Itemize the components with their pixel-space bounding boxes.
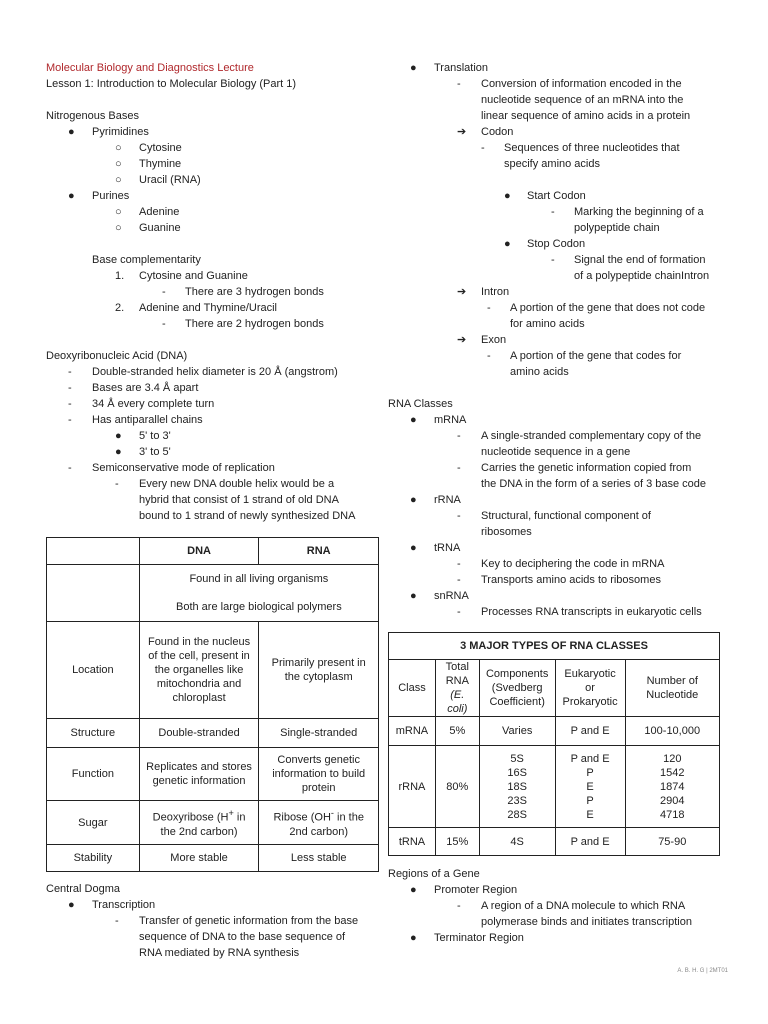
promoter-note: polymerase binds and initiates transcription <box>481 916 692 928</box>
bullet-icon: ● <box>410 542 417 554</box>
table-cell: 80% <box>435 746 479 828</box>
codon-note: specify amino acids <box>504 158 600 170</box>
list-number: 1. <box>115 270 125 282</box>
dna-point: 34 Å every complete turn <box>92 398 215 410</box>
dash-icon: - <box>457 606 461 618</box>
dna-heading: Deoxyribonucleic Acid (DNA) <box>46 350 188 362</box>
intron-note: A portion of the gene that does not code <box>510 302 706 314</box>
central-dogma-heading: Central Dogma <box>46 883 120 895</box>
table-row <box>389 660 720 717</box>
mrna-note: Carries the genetic information copied from <box>481 462 692 474</box>
table-row <box>47 719 379 748</box>
bullet-icon: ● <box>410 590 417 602</box>
dna-point: Bases are 3.4 Å apart <box>92 382 199 394</box>
common-cell: Found in all living organisms Both are large biological polymers <box>139 565 378 622</box>
dash-icon: - <box>68 366 72 378</box>
table-row <box>47 538 379 565</box>
dna-rna-comparison-table <box>46 537 379 872</box>
regions-heading: Regions of a Gene <box>388 868 480 880</box>
dash-icon: - <box>487 350 491 362</box>
dash-icon: - <box>115 478 119 490</box>
start-codon-note: Marking the beginning of a <box>574 206 704 218</box>
circle-bullet-icon: ○ <box>115 206 122 218</box>
dash-icon: - <box>68 414 72 426</box>
dash-icon: - <box>551 206 555 218</box>
mrna-note: the DNA in the form of a series of 3 base code <box>481 478 707 490</box>
dash-icon: - <box>457 510 461 522</box>
transcription-note: sequence of DNA to the base sequence of <box>139 931 346 943</box>
table-row <box>47 565 379 622</box>
replication-note: hybrid that consist of 1 strand of old DNA <box>139 494 339 506</box>
dna-point: Semiconservative mode of replication <box>92 462 275 474</box>
arrow-icon: ➔ <box>457 286 467 298</box>
cytosine-item: Cytosine <box>139 142 182 154</box>
bullet-icon: ● <box>410 932 417 944</box>
transcription-note: RNA mediated by RNA synthesis <box>139 947 300 959</box>
dash-icon: - <box>457 558 461 570</box>
pair1-item: Cytosine and Guanine <box>139 270 248 282</box>
rrna-note: Structural, functional component of <box>481 510 651 522</box>
table-cell: 5% <box>435 717 479 746</box>
bullet-icon: ● <box>410 884 417 896</box>
left-column <box>46 60 381 524</box>
bullet-icon: ● <box>68 899 75 911</box>
pyrimidines-item: Pyrimidines <box>92 126 149 138</box>
dash-icon: - <box>457 574 461 586</box>
table-cell: 15% <box>435 828 479 856</box>
replication-note: Every new DNA double helix would be a <box>139 478 335 490</box>
table-cell: P and E P E P E <box>555 746 625 828</box>
purines-item: Purines <box>92 190 130 202</box>
snrna-note: Processes RNA transcripts in eukaryotic cells <box>481 606 702 618</box>
arrow-icon: ➔ <box>457 334 467 346</box>
intron-note: for amino acids <box>510 318 585 330</box>
table-cell: Replicates and stores genetic information <box>139 748 259 801</box>
dash-icon: - <box>457 900 461 912</box>
dash-icon: - <box>487 302 491 314</box>
dash-icon: - <box>457 78 461 90</box>
bullet-icon: ● <box>68 190 75 202</box>
exon-note: A portion of the gene that codes for <box>510 350 682 362</box>
table-cell: tRNA <box>389 828 436 856</box>
rrna-note: ribosomes <box>481 526 532 538</box>
table-row <box>47 845 379 872</box>
start-codon-item: Start Codon <box>527 190 586 202</box>
bullet-icon: ● <box>68 126 75 138</box>
central-dogma-section <box>46 881 381 961</box>
table-cell: 100-10,000 <box>625 717 719 746</box>
mrna-item: mRNA <box>434 414 467 426</box>
translation-note: Conversion of information encoded in the <box>481 78 682 90</box>
table-cell: Double-stranded <box>139 719 259 748</box>
dash-icon: - <box>457 462 461 474</box>
table-row <box>47 622 379 719</box>
dash-icon: - <box>68 398 72 410</box>
table-row <box>389 746 720 828</box>
complementarity-heading: Base complementarity <box>92 254 201 266</box>
dash-icon: - <box>68 462 72 474</box>
mrna-note: A single-stranded complementary copy of the <box>481 430 702 442</box>
rna-classes-heading: RNA Classes <box>388 398 453 410</box>
adenine-item: Adenine <box>139 206 180 218</box>
table-cell: 5S 16S 18S 23S 28S <box>479 746 555 828</box>
nitrogenous-heading: Nitrogenous Bases <box>46 110 139 122</box>
dash-icon: - <box>162 318 166 330</box>
rrna-item: rRNA <box>434 494 461 506</box>
promoter-item: Promoter Region <box>434 884 518 896</box>
thymine-item: Thymine <box>139 158 182 170</box>
right-column <box>388 60 728 620</box>
bullet-icon: ● <box>410 414 417 426</box>
table-row <box>47 801 379 845</box>
pair2-item: Adenine and Thymine/Uracil <box>139 302 277 314</box>
table-cell: Single-stranded <box>259 719 379 748</box>
transcription-item: Transcription <box>92 899 156 911</box>
bullet-icon: ● <box>504 190 511 202</box>
table-row <box>389 633 720 660</box>
row-label: Stability <box>47 845 140 872</box>
dash-icon: - <box>481 142 485 154</box>
table-cell: More stable <box>139 845 259 872</box>
trna-note: Key to deciphering the code in mRNA <box>481 558 665 570</box>
column-header: DNA <box>139 538 259 565</box>
dash-icon: - <box>551 254 555 266</box>
column-header: Eukaryotic or Prokaryotic <box>555 660 625 717</box>
trna-item: tRNA <box>434 542 461 554</box>
table-cell: Ribose (OH- in the 2nd carbon) <box>259 801 379 845</box>
row-label: Structure <box>47 719 140 748</box>
table-cell: Converts genetic information to build protein <box>259 748 379 801</box>
chain-item: 5' to 3' <box>139 430 171 442</box>
table-cell: 75-90 <box>625 828 719 856</box>
start-codon-note: polypeptide chain <box>574 222 660 234</box>
terminator-item: Terminator Region <box>434 932 524 944</box>
table-cell: mRNA <box>389 717 436 746</box>
uracil-item: Uracil (RNA) <box>139 174 201 186</box>
list-number: 2. <box>115 302 125 314</box>
circle-bullet-icon: ○ <box>115 142 122 154</box>
column-header: Components (Svedberg Coefficient) <box>479 660 555 717</box>
table-cell: P and E <box>555 828 625 856</box>
table-row <box>389 828 720 856</box>
chain-item: 3' to 5' <box>139 446 171 458</box>
stop-codon-note: Signal the end of formation <box>574 254 706 266</box>
intron-item: Intron <box>481 286 510 298</box>
row-label: Function <box>47 748 140 801</box>
exon-item: Exon <box>481 334 507 346</box>
row-label: Location <box>47 622 140 719</box>
table-cell: 4S <box>479 828 555 856</box>
trna-note: Transports amino acids to ribosomes <box>481 574 661 586</box>
translation-item: Translation <box>434 62 489 74</box>
table-cell: rRNA <box>389 746 436 828</box>
bullet-icon: ● <box>504 238 511 250</box>
column-header: Total RNA (E. coli) <box>435 660 479 717</box>
bullet-icon: ● <box>115 430 122 442</box>
lesson-title: Lesson 1: Introduction to Molecular Biology (Part 1) <box>46 78 297 90</box>
bullet-icon: ● <box>410 494 417 506</box>
dash-icon: - <box>162 286 166 298</box>
promoter-note: A region of a DNA molecule to which RNA <box>481 900 686 912</box>
column-header: Class <box>389 660 436 717</box>
dash-icon: - <box>457 430 461 442</box>
column-header: RNA <box>259 538 379 565</box>
footer-initials: A. B. H. G | 2MT01 <box>677 968 728 974</box>
table-cell: Deoxyribose (H+ in the 2nd carbon) <box>139 801 259 845</box>
dna-point: Has antiparallel chains <box>92 414 203 426</box>
stop-codon-note: of a polypeptide chainIntron <box>574 270 710 282</box>
row-label: Sugar <box>47 801 140 845</box>
dash-icon: - <box>115 915 119 927</box>
dna-point: Double-stranded helix diameter is 20 Å (angstrom) <box>92 366 338 378</box>
pair1-note: There are 3 hydrogen bonds <box>185 286 324 298</box>
table-row <box>389 717 720 746</box>
table-cell: Found in the nucleus of the cell, present in the organelles like mitochondria and chloroplast <box>139 622 259 719</box>
regions-section <box>388 866 728 946</box>
table-cell: Less stable <box>259 845 379 872</box>
stop-codon-item: Stop Codon <box>527 238 586 250</box>
codon-item: Codon <box>481 126 514 138</box>
course-title: Molecular Biology and Diagnostics Lecture <box>46 62 254 74</box>
codon-note: Sequences of three nucleotides that <box>504 142 680 154</box>
table-row <box>47 748 379 801</box>
pair2-note: There are 2 hydrogen bonds <box>185 318 324 330</box>
mrna-note: nucleotide sequence in a gene <box>481 446 631 458</box>
circle-bullet-icon: ○ <box>115 174 122 186</box>
table-title: 3 MAJOR TYPES OF RNA CLASSES <box>389 633 720 660</box>
translation-note: nucleotide sequence of an mRNA into the <box>481 94 684 106</box>
table-cell: Primarily present in the cytoplasm <box>259 622 379 719</box>
dash-icon: - <box>68 382 72 394</box>
column-header: Number of Nucleotide <box>625 660 719 717</box>
snrna-item: snRNA <box>434 590 469 602</box>
table-cell: 120 1542 1874 2904 4718 <box>625 746 719 828</box>
guanine-item: Guanine <box>139 222 181 234</box>
transcription-note: Transfer of genetic information from the base <box>139 915 359 927</box>
translation-note: linear sequence of amino acids in a protein <box>481 110 691 122</box>
bullet-icon: ● <box>115 446 122 458</box>
bullet-icon: ● <box>410 62 417 74</box>
replication-note: bound to 1 strand of newly synthesized DNA <box>139 510 356 522</box>
exon-note: amino acids <box>510 366 569 378</box>
circle-bullet-icon: ○ <box>115 158 122 170</box>
table-cell: Varies <box>479 717 555 746</box>
rna-classes-table <box>388 632 720 856</box>
arrow-icon: ➔ <box>457 126 467 138</box>
table-cell: P and E <box>555 717 625 746</box>
circle-bullet-icon: ○ <box>115 222 122 234</box>
